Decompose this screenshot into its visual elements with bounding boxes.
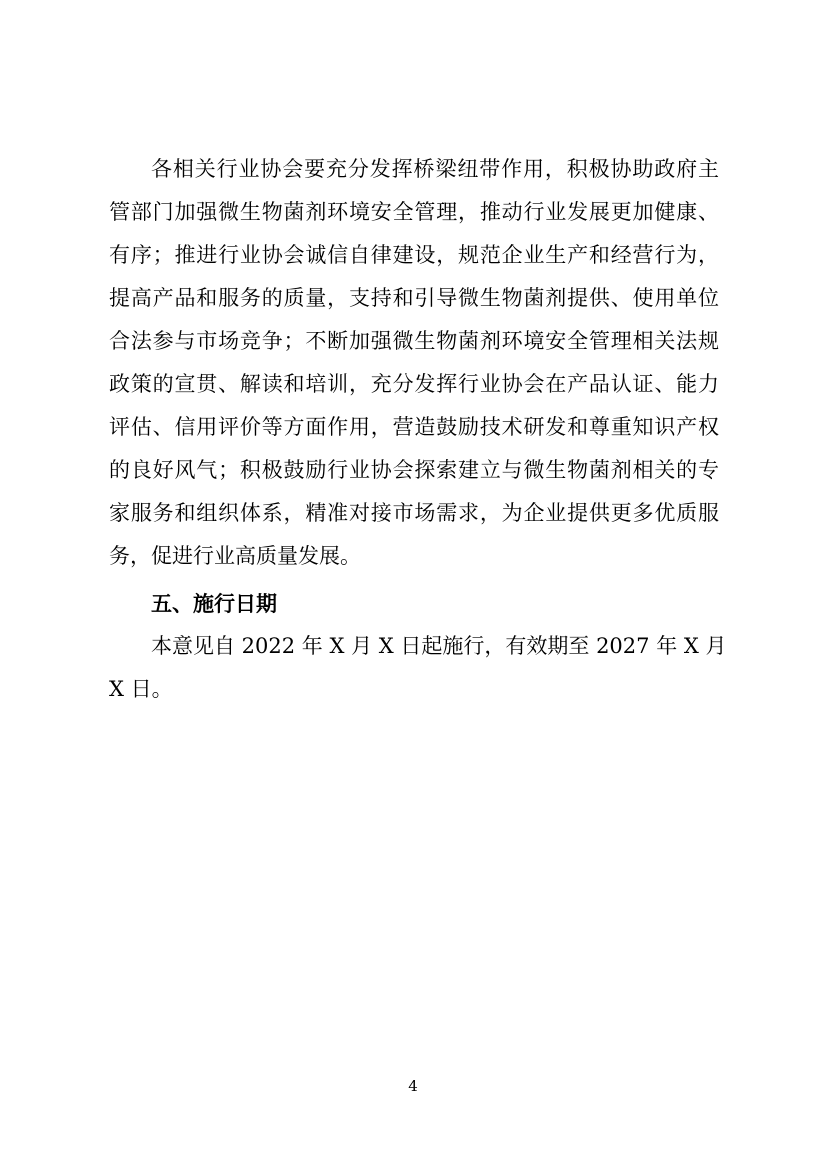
paragraph-1-line-9: 家服务和组织体系，精准对接市场需求，为企业提供更多优质服 — [109, 501, 719, 525]
paragraph-1-line-6: 政策的宣贯、解读和培训，充分发挥行业协会在产品认证、能力 — [109, 372, 719, 396]
paragraph-1-line-1: 各相关行业协会要充分发挥桥梁纽带作用，积极协助政府主 — [151, 157, 719, 181]
section-5-heading: 五、施行日期 — [151, 592, 277, 616]
paragraph-1-line-2: 管部门加强微生物菌剂环境安全管理，推动行业发展更加健康、 — [109, 200, 719, 224]
paragraph-1-line-10: 务，促进行业高质量发展。 — [109, 544, 361, 568]
section-5-line-2: X 日。 — [109, 677, 173, 701]
paragraph-1-line-3: 有序；推进行业协会诚信自律建设，规范企业生产和经营行为， — [109, 243, 719, 267]
page-number: 4 — [408, 1077, 418, 1095]
paragraph-1-line-4: 提高产品和服务的质量，支持和引导微生物菌剂提供、使用单位 — [109, 286, 719, 310]
paragraph-1-line-7: 评估、信用评价等方面作用，营造鼓励技术研发和尊重知识产权 — [109, 415, 719, 439]
paragraph-1-line-8: 的良好风气；积极鼓励行业协会探索建立与微生物菌剂相关的专 — [109, 458, 719, 482]
section-5-line-1: 本意见自 2022 年 X 月 X 日起施行，有效期至 2027 年 X 月 — [151, 634, 727, 658]
paragraph-1-line-5: 合法参与市场竞争；不断加强微生物菌剂环境安全管理相关法规 — [109, 329, 719, 353]
